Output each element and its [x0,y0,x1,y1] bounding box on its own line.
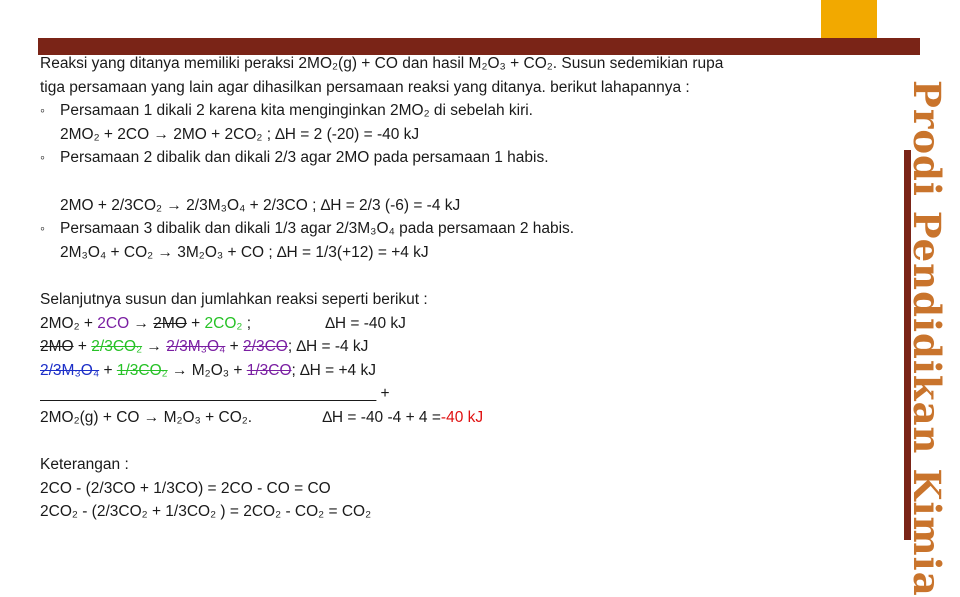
term-green-struck: 2/3CO₂ [91,338,143,356]
step-3-text: ◦ Persamaan 3 dibalik dan dikali 1/3 agar 2/3M₃O₄ pada persamaan 2 habis. [40,218,902,239]
term-purple-struck: 2/3CO [243,338,288,356]
plus: + [225,338,244,356]
spacer [40,431,902,452]
summation-line-3 [40,360,902,381]
note-2: 2CO₂ - (2/3CO₂ + 1/3CO₂ ) = 2CO₂ - CO₂ = CO₂ [40,503,372,521]
spacer [40,171,902,192]
term-purple-struck: 2/3M₃O₄ [166,338,226,356]
side-title: Prodi Pendidikan Kimia [905,80,949,597]
plus: + [73,338,92,356]
arrow: → [142,338,167,356]
term-struck: 2MO [40,338,74,356]
enthalpy-3: ; ∆H = +4 kJ [291,361,376,379]
sum-divider: _______________________________________ + [40,385,390,403]
term-green: 2CO₂ [204,314,243,332]
result-enthalpy-value: -40 kJ [440,408,484,426]
note-1: 2CO - (2/3CO + 1/3CO) = 2CO - CO = CO [40,479,331,497]
term-blue-struck: 2/3M₃O₄ [40,361,100,379]
result-equation: 2MO₂(g) + CO → M₂O₃ + CO₂. [40,408,253,426]
step-1-text: ◦ Persamaan 1 dikali 2 karena kita menginginkan 2MO₂ di sebelah kiri. [40,100,902,121]
slide-content [40,53,902,533]
arrow-product: → M₂O₃ + [167,361,247,379]
plus: + [186,314,205,332]
step-2-text: ◦ Persamaan 2 dibalik dan dikali 2/3 agar 2MO pada persamaan 1 habis. [40,147,902,168]
term-purple: 2CO [97,314,130,332]
summation-intro: Selanjutnya susun dan jumlahkan reaksi seperti berikut : [40,290,428,308]
term: 2MO₂ + [40,314,98,332]
term-purple-struck: 1/3CO [246,361,292,379]
notes-title: Keterangan : [40,456,129,474]
summation-line-2 [40,336,902,357]
step-2-equation: 2MO + 2/3CO₂ → 2/3M₃O₄ + 2/3CO ; ∆H = 2/3 (-6) = -4 kJ [60,196,461,214]
arrow: → [129,314,154,332]
plus: + [99,361,117,379]
enthalpy-1: ∆H = -40 kJ [325,314,406,332]
result-enthalpy: ∆H = -40 -4 + 4 = [322,408,441,426]
enthalpy-2: ; ∆H = -4 kJ [287,338,369,356]
semicolon: ; [242,314,252,332]
term-struck: 2MO [153,314,187,332]
intro-paragraph-line-2: tiga persamaan yang lain agar dihasilkan persamaan reaksi yang ditanya. berikut lahapannya : [40,78,690,96]
summation-line-1 [40,313,902,334]
step-3-equation: 2M₃O₄ + CO₂ → 3M₂O₃ + CO ; ∆H = 1/3(+12) = +4 kJ [60,243,429,261]
term-green-struck: 1/3CO₂ [116,361,168,379]
spacer [40,265,902,286]
result-line [40,407,902,428]
step-1-equation: 2MO₂ + 2CO → 2MO + 2CO₂ ; ∆H = 2 (-20) = -40 kJ [60,125,420,143]
intro-paragraph-line-1: Reaksi yang ditanya memiliki peraksi 2MO₂(g) + CO dan hasil M₂O₃ + CO₂. Susun sedemikian rupa [40,55,724,72]
